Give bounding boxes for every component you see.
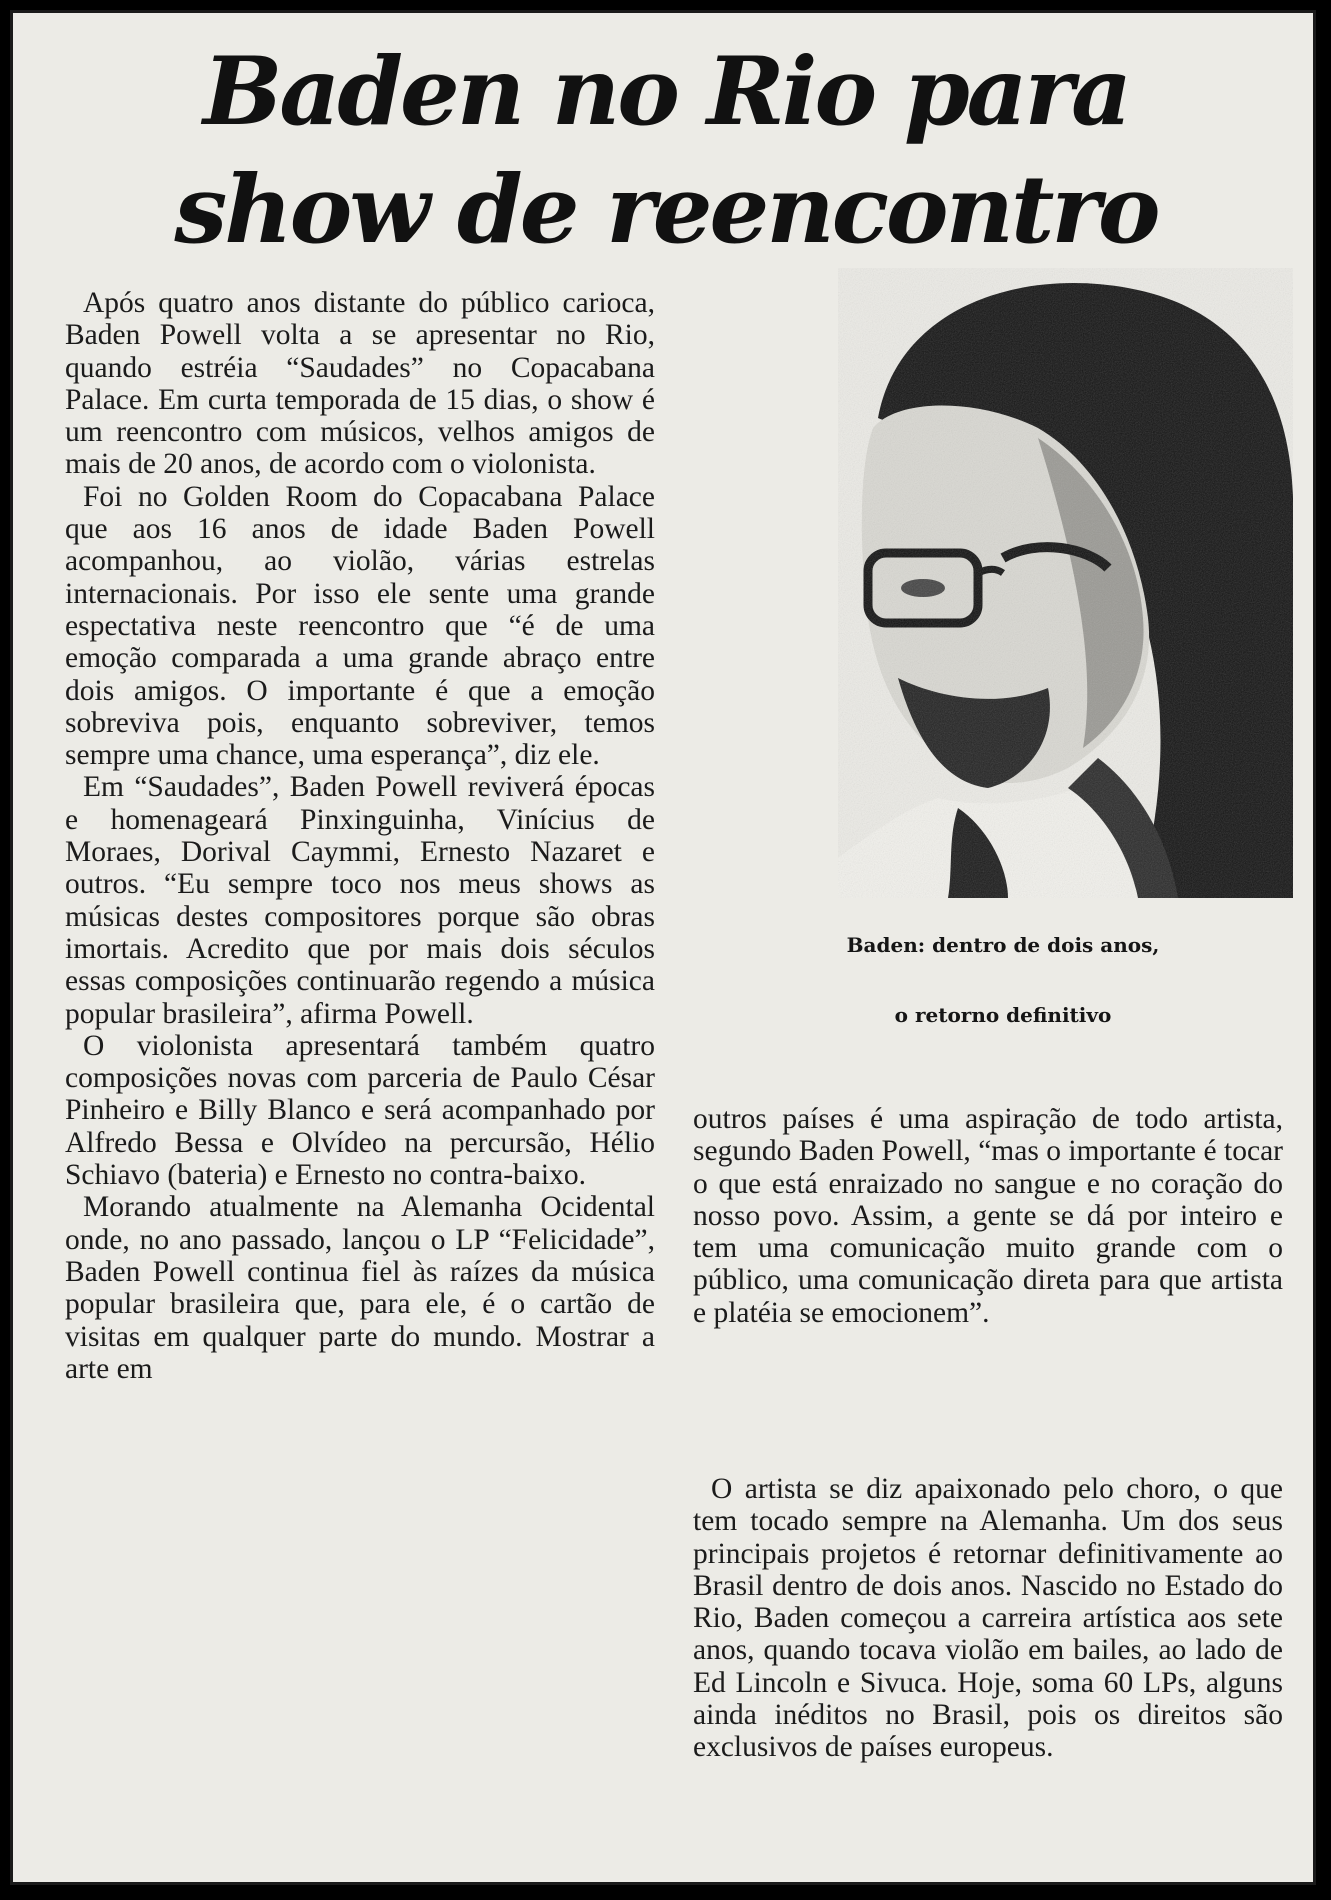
paragraph-2: Foi no Golden Room do Copacabana Palace que aos 16 anos de idade Baden Powell acompanhou, ao violão, várias estrelas internacionais. Por isso ele sente uma grande espectativa neste reencontro que “é de uma emoção comparada a uma grande abraço entre dois amigos. O importante é que a emoção sobreviva pois, enquanto sobreviver, temos sempre uma chance, uma esperança”, diz ele.	[65, 480, 655, 772]
paragraph-1: Após quatro anos distante do público carioca, Baden Powell volta a se apresentar no Rio, quando estréia “Saudades” no Copacabana Palace. Em curta temporada de 15 dias, o show é um reencontro com músicos, velhos amigos de mais de 20 anos, de acordo com o violonista.	[65, 287, 655, 481]
paragraph-3: Em “Saudades”, Baden Powell reviverá épocas e homenageará Pinxinguinha, Vinícius de Moraes, Dorival Caymmi, Ernesto Nazaret e outros. “Eu sempre toco nos meus shows as músicas destes compositores porque são obras imortais. Acredito que por mais dois séculos essas composições continuarão regendo a música popular brasileira”, afirma Powell.	[65, 771, 655, 1030]
article-right-column-top	[693, 1103, 1283, 1329]
photo-caption-line-2: o retorno definitivo	[894, 1003, 1112, 1027]
photo-caption-line-1: Baden: dentro de dois anos,	[846, 933, 1160, 957]
newspaper-clipping	[10, 10, 1316, 1885]
headline-line-1: Baden no Rio para	[202, 37, 1130, 147]
headline	[13, 33, 1316, 269]
article-right-column-bottom	[693, 1473, 1283, 1764]
paragraph-7: O artista se diz apaixonado pelo choro, o que tem tocado sempre na Alemanha. Um dos seus principais projetos é retornar definitivamente ao Brasil dentro de dois anos. Nascido no Estado do Rio, Baden começou a carreira artística aos sete anos, quando tocava violão em bailes, ao lado de Ed Lincoln e Sivuca. Hoje, soma 60 LPs, alguns ainda inéditos no Brasil, pois os direitos são exclusivos de países europeus.	[693, 1473, 1283, 1764]
article-left-column	[65, 287, 655, 1385]
portrait-photo-icon	[838, 268, 1293, 898]
headline-line-2: show de reencontro	[174, 155, 1158, 265]
paragraph-5: Morando atualmente na Alemanha Ocidental onde, no ano passado, lançou o LP “Felicidade”, Baden Powell continua fiel às raízes da música popular brasileira que, para ele, é o cartão de visitas em qualquer parte do mundo. Mostrar a arte em	[65, 1191, 655, 1385]
paragraph-6: outros países é uma aspiração de todo artista, segundo Baden Powell, “mas o importante é tocar o que está enraizado no sangue e no coração do nosso povo. Assim, a gente se dá por inteiro e tem uma comunicação muito grande com o público, uma comunicação direta para que artista e platéia se emocionem”.	[693, 1103, 1283, 1329]
paragraph-4: O violonista apresentará também quatro composições novas com parceria de Paulo César Pinheiro e Billy Blanco e será acompanhado por Alfredo Bessa e Olvídeo na percursão, Hélio Schiavo (bateria) e Ernesto no contra-baixo.	[65, 1029, 655, 1192]
